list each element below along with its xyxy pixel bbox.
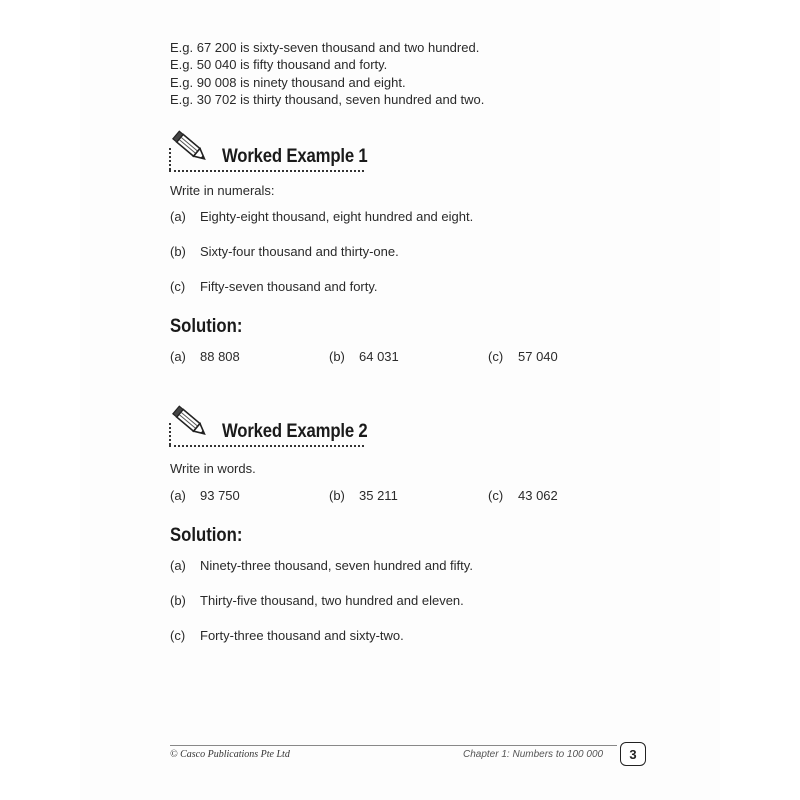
we1-ans-c-text: 57 040 xyxy=(518,349,558,364)
we1-q-c-label: (c) xyxy=(170,279,186,294)
example-line-1: E.g. 67 200 is sixty-seven thousand and two hundred. xyxy=(170,40,480,55)
we1-title: Worked Example 1 xyxy=(222,146,368,167)
we2-title: Worked Example 2 xyxy=(222,421,368,442)
example-line-2: E.g. 50 040 is fifty thousand and forty. xyxy=(170,57,388,72)
we1-q-c-text: Fifty-seven thousand and forty. xyxy=(200,279,378,294)
footer-publisher: © Casco Publications Pte Ltd xyxy=(170,749,290,760)
we1-ans-a-text: 88 808 xyxy=(200,349,240,364)
we2-q-a-label: (a) xyxy=(170,488,186,503)
we2-q-b-text: 35 211 xyxy=(359,488,398,503)
we2-instruction: Write in words. xyxy=(170,461,256,476)
we1-ans-b-label: (b) xyxy=(329,349,345,364)
we1-ans-a-label: (a) xyxy=(170,349,186,364)
page-sheet xyxy=(80,0,720,800)
we2-underline xyxy=(169,445,364,447)
we1-q-a-text: Eighty-eight thousand, eight hundred and eight. xyxy=(200,209,474,224)
we2-solution-heading: Solution: xyxy=(170,525,243,546)
we2-q-c-label: (c) xyxy=(488,488,504,503)
example-line-4: E.g. 30 702 is thirty thousand, seven hundred and two. xyxy=(170,92,485,107)
we2-ans-a-text: Ninety-three thousand, seven hundred and fifty. xyxy=(200,558,473,573)
we1-q-b-text: Sixty-four thousand and thirty-one. xyxy=(200,244,399,259)
we1-solution-heading: Solution: xyxy=(170,316,243,337)
we1-q-a-label: (a) xyxy=(170,209,186,224)
we1-underline xyxy=(169,170,364,172)
we2-bracket-vertical xyxy=(169,423,171,445)
pencil-icon xyxy=(168,403,213,443)
pencil-icon xyxy=(168,128,213,168)
we2-q-c-text: 43 062 xyxy=(518,488,558,503)
we1-bracket-vertical xyxy=(169,148,171,170)
footer-rule xyxy=(170,745,617,746)
example-line-3: E.g. 90 008 is ninety thousand and eight. xyxy=(170,75,406,90)
we2-ans-b-text: Thirty-five thousand, two hundred and eleven. xyxy=(200,593,464,608)
we1-q-b-label: (b) xyxy=(170,244,186,259)
page-number: 3 xyxy=(620,742,646,766)
we2-ans-a-label: (a) xyxy=(170,558,186,573)
we2-ans-c-label: (c) xyxy=(170,628,186,643)
we1-ans-b-text: 64 031 xyxy=(359,349,399,364)
we2-q-a-text: 93 750 xyxy=(200,488,240,503)
we2-ans-c-text: Forty-three thousand and sixty-two. xyxy=(200,628,404,643)
we1-ans-c-label: (c) xyxy=(488,349,504,364)
we1-instruction: Write in numerals: xyxy=(170,183,275,198)
we2-q-b-label: (b) xyxy=(329,488,345,503)
we2-ans-b-label: (b) xyxy=(170,593,186,608)
footer-chapter: Chapter 1: Numbers to 100 000 xyxy=(463,749,604,760)
